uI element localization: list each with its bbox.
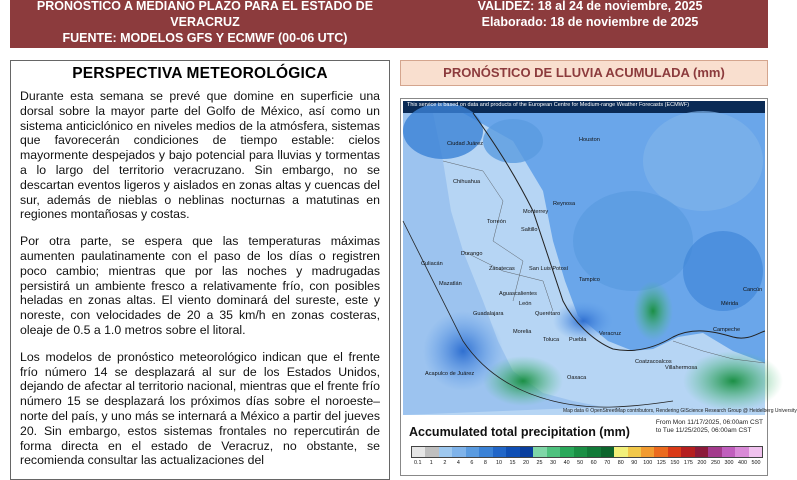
legend-swatch <box>654 447 667 457</box>
legend-tick-label: 6 <box>470 460 474 466</box>
legend-swatch <box>412 447 425 457</box>
header-dates-block <box>430 0 750 30</box>
legend-tick-label: 4 <box>456 460 460 466</box>
legend-swatch <box>493 447 506 457</box>
precipitation-map <box>403 101 797 415</box>
legend-swatch <box>506 447 519 457</box>
legend-swatch <box>439 447 452 457</box>
map-label: León <box>519 301 532 307</box>
perspective-panel <box>10 60 390 480</box>
legend-swatch <box>479 447 492 457</box>
map-label: Cancún <box>743 287 763 293</box>
map-label: Toluca <box>543 337 560 343</box>
precipitation-map-frame <box>400 98 797 476</box>
legend-swatch <box>587 447 600 457</box>
legend-tick-label: 250 <box>710 460 720 466</box>
header-source: FUENTE: MODELOS GFS Y ECMWF (00-06 UTC) <box>62 31 348 45</box>
header-title-block <box>10 0 400 46</box>
legend-tick-label: 80 <box>617 460 624 466</box>
map-label: Durango <box>461 251 483 257</box>
map-label: Houston <box>579 137 600 143</box>
legend-ticks <box>411 460 763 466</box>
legend-swatch <box>533 447 546 457</box>
legend-tick-label: 8 <box>483 460 487 466</box>
legend-swatch <box>668 447 681 457</box>
legend-swatch <box>628 447 641 457</box>
legend-swatch <box>560 447 573 457</box>
legend-swatch <box>425 447 438 457</box>
map-label: Chihuahua <box>453 179 481 185</box>
perspective-paragraph-1: Durante esta semana se prevé que domine en superficie una dorsal sobre la mayor parte del Golfo de México, así como un sistema anticiclónico en niveles medios de la atmósfera, sistemas que favorecerán condiciones de tiempo estable: cielos mayormente despejados y bajo potencial para lluvias y tormentas a lo largo del territorio veracruzano. Sin embargo, no se descartan eventos ligeros y aislados en zonas altas y cuencas del sur, además de nieblas o neblinas nocturnas a matutinas en regiones montañosas y costas. <box>20 89 380 222</box>
legend-tick-label: 2 <box>443 460 447 466</box>
legend-tick-label: 500 <box>751 460 761 466</box>
legend-tick-label: 1 <box>429 460 433 466</box>
precipitation-legend <box>405 419 765 475</box>
legend-swatch <box>547 447 560 457</box>
precipitation-map-graphic <box>403 101 765 415</box>
map-label: Torreón <box>487 219 506 225</box>
perspective-paragraph-2: Por otra parte, se espera que las temperaturas máximas aumenten paulatinamente con el paso de los días o registren poco cambio; mientras que por las noches y madrugadas persistirá un ambiente fresco a relativamente frío, con posibles heladas en zonas altas. El viento dominará del sureste, este y noreste, con velocidades de 20 a 35 km/h en zonas costeras, oleaje de 0.5 a 1.0 metros sobre el litoral. <box>20 234 380 337</box>
map-label: Aguascalientes <box>499 291 537 297</box>
legend-swatch <box>695 447 708 457</box>
map-label: Coatzacoalcos <box>635 359 672 365</box>
legend-swatch <box>574 447 587 457</box>
map-label: Zacatecas <box>489 266 515 272</box>
perspective-paragraph-3: Los modelos de pronóstico meteorológico indican que el frente frío número 14 se desplazará al sur de los Estados Unidos, dejando de afectar al territorio nacional, mientras que el frente frío número 15 se desplazará los próximos días sobre el noroeste–norte del país, y uno más se internará a México a partir del jueves 20. Sin embargo, estos sistemas frontales no repercutirán de forma directa en el estado de Veracruz, no obstante, se recomienda consultar las actualizaciones del <box>20 349 380 468</box>
legend-tick-label: 150 <box>670 460 680 466</box>
legend-swatch <box>614 447 627 457</box>
map-label: Culiacán <box>421 261 443 267</box>
map-label: Oaxaca <box>567 375 587 381</box>
map-label: Monterrey <box>523 209 549 215</box>
legend-swatch <box>466 447 479 457</box>
legend-swatch <box>520 447 533 457</box>
map-label: Acapulco de Juárez <box>425 371 475 377</box>
legend-tick-label: 15 <box>509 460 516 466</box>
legend-swatch <box>749 447 762 457</box>
map-label: Campeche <box>713 327 741 333</box>
map-label: San Luis Potosí <box>529 266 569 272</box>
forecast-title: PRONÓSTICO DE LLUVIA ACUMULADA (mm) <box>400 60 768 86</box>
validity-text: VALIDEZ: 18 al 24 de noviembre, 2025 <box>477 0 703 13</box>
legend-color-bar <box>411 446 763 458</box>
legend-swatch <box>641 447 654 457</box>
perspective-body <box>11 83 389 468</box>
map-label: Mazatlán <box>439 281 462 287</box>
legend-swatch <box>735 447 748 457</box>
map-label: Guadalajara <box>473 311 504 317</box>
legend-tick-label: 10 <box>495 460 502 466</box>
legend-tick-label: 200 <box>697 460 707 466</box>
map-label: Reynosa <box>553 201 576 207</box>
map-label: Querétaro <box>535 311 561 317</box>
legend-tick-label: 90 <box>631 460 638 466</box>
map-label: Mérida <box>721 301 739 307</box>
map-label: Puebla <box>569 337 587 343</box>
legend-tick-label: 0.1 <box>414 460 422 466</box>
legend-swatch <box>452 447 465 457</box>
elaborated-text: Elaborado: 18 de noviembre de 2025 <box>481 15 699 29</box>
map-label: Morelia <box>513 329 532 335</box>
legend-tick-label: 100 <box>643 460 653 466</box>
legend-tick-label: 20 <box>523 460 530 466</box>
legend-swatch <box>722 447 735 457</box>
period-from: From Mon 11/17/2025, 06:00am CST <box>655 419 763 426</box>
report-header <box>10 0 768 48</box>
legend-tick-label: 300 <box>724 460 734 466</box>
legend-tick-label: 40 <box>563 460 570 466</box>
legend-tick-label: 400 <box>738 460 748 466</box>
legend-tick-label: 30 <box>550 460 557 466</box>
map-label: Veracruz <box>599 331 622 337</box>
map-label: Ciudad Juárez <box>447 141 484 147</box>
legend-tick-label: 70 <box>604 460 611 466</box>
legend-title: Accumulated total precipitation (mm) <box>409 425 630 439</box>
legend-tick-label: 25 <box>536 460 543 466</box>
legend-tick-label: 60 <box>590 460 597 466</box>
legend-swatch <box>681 447 694 457</box>
legend-swatch <box>601 447 614 457</box>
ecmwf-attribution: This service is based on data and products of the European Centre for Medium-range Weather Forecasts (ECMWF) <box>407 102 690 108</box>
map-credit: Map data © OpenStreetMap contributors, Rendering GIScience Research Group @ Heidelberg University <box>563 408 797 414</box>
map-label: Tampico <box>579 277 600 283</box>
legend-tick-label: 175 <box>683 460 693 466</box>
map-label: Villahermosa <box>665 365 698 371</box>
perspective-title: PERSPECTIVA METEOROLÓGICA <box>72 65 328 82</box>
legend-tick-label: 125 <box>656 460 666 466</box>
legend-tick-label: 50 <box>577 460 584 466</box>
header-title: PRONÓSTICO A MEDIANO PLAZO PARA EL ESTADO DE <box>36 0 374 13</box>
header-state: VERACRUZ <box>170 15 240 29</box>
map-label: Saltillo <box>521 227 538 233</box>
period-to: to Tue 11/25/2025, 06:00am CST <box>655 427 752 434</box>
forecast-period <box>656 419 763 435</box>
legend-swatch <box>708 447 721 457</box>
forecast-panel <box>400 60 797 480</box>
